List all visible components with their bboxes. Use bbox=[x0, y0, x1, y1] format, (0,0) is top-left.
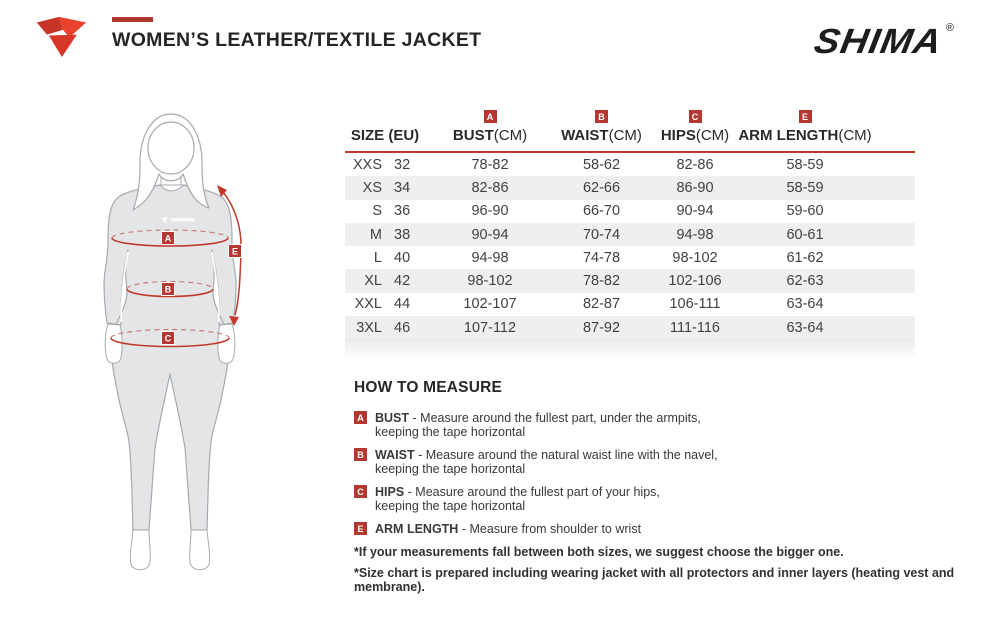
figure-marker-bust bbox=[162, 232, 175, 245]
footnote-protectors: *Size chart is prepared including wearing jacket with all protectors and inner layers (heating vest and membrane). bbox=[354, 566, 955, 594]
table-row: M 38 90-94 70-74 94-98 60-61 bbox=[345, 223, 915, 246]
figure-marker-waist bbox=[162, 283, 175, 296]
header-hips: C HIPS(CM) bbox=[660, 111, 730, 144]
size-table-header bbox=[345, 109, 915, 153]
badge-a: A bbox=[354, 411, 367, 424]
figure-face bbox=[148, 122, 194, 174]
table-row: XXS 32 78-82 58-62 82-86 58-59 bbox=[352, 156, 824, 173]
table-row: XS 34 82-86 62-66 86-90 58-59 bbox=[345, 176, 915, 199]
how-to-measure-section bbox=[354, 379, 964, 594]
figure-marker-hips bbox=[162, 332, 175, 345]
figure-marker-arm bbox=[229, 245, 242, 258]
table-row: S 36 96-90 66-70 90-94 59-60 bbox=[372, 203, 824, 220]
table-shadow bbox=[345, 339, 915, 359]
svg-text:B: B bbox=[164, 284, 172, 295]
svg-text:E: E bbox=[231, 246, 239, 257]
measure-item-arm-length: E ARM LENGTH - Measure from shoulder to wrist bbox=[354, 522, 964, 536]
figure-right-foot bbox=[190, 530, 210, 570]
badge-e: E bbox=[354, 522, 367, 535]
header-bust: A BUST(CM) bbox=[452, 111, 528, 144]
measure-item-waist: B WAIST - Measure around the natural waist line with the navel, keeping the tape horizontal bbox=[354, 448, 964, 476]
badge-b: B bbox=[595, 110, 608, 123]
figure-right-hand bbox=[218, 324, 235, 363]
page-title: WOMEN’S LEATHER/TEXTILE JACKET bbox=[112, 29, 482, 51]
badge-c: C bbox=[354, 485, 367, 498]
header-size: SIZE (EU) bbox=[350, 127, 420, 144]
how-to-measure-heading: HOW TO MEASURE bbox=[354, 379, 503, 396]
registered-mark: ® bbox=[945, 22, 954, 34]
shima-logo-icon bbox=[33, 14, 89, 72]
header-waist: B WAIST(CM) bbox=[561, 111, 642, 144]
badge-c: C bbox=[689, 110, 702, 123]
brand-wordmark bbox=[730, 22, 954, 62]
table-row: 3XL 46 107-112 87-92 111-116 63-64 bbox=[345, 316, 915, 339]
chest-logo-bar bbox=[171, 218, 195, 222]
table-row: XL 42 98-102 78-82 102-106 62-63 bbox=[345, 269, 915, 292]
figure-left-foot bbox=[130, 530, 150, 570]
footnote-sizes: *If your measurements fall between both sizes, we suggest choose the bigger one. bbox=[354, 545, 844, 559]
table-row: XXL 44 102-107 82-87 106-111 63-64 bbox=[354, 296, 824, 313]
badge-b: B bbox=[354, 448, 367, 461]
svg-text:C: C bbox=[164, 333, 172, 344]
badge-e: E bbox=[799, 110, 812, 123]
header-arm-length: E ARM LENGTH(CM) bbox=[738, 111, 872, 144]
body-measurement-figure bbox=[75, 112, 305, 582]
figure-left-hand bbox=[105, 324, 122, 363]
svg-text:A: A bbox=[164, 233, 172, 244]
size-table bbox=[345, 109, 915, 339]
measure-item-hips: C HIPS - Measure around the fullest part of your hips, keeping the tape horizontal bbox=[354, 485, 964, 513]
measure-item-bust: A BUST - Measure around the fullest part, under the armpits, keeping the tape horizontal bbox=[354, 411, 964, 439]
title-accent-bar bbox=[112, 17, 153, 22]
brand-name: SHIMA bbox=[811, 22, 946, 61]
badge-a: A bbox=[484, 110, 497, 123]
table-row: L 40 94-98 74-78 98-102 61-62 bbox=[373, 249, 824, 266]
